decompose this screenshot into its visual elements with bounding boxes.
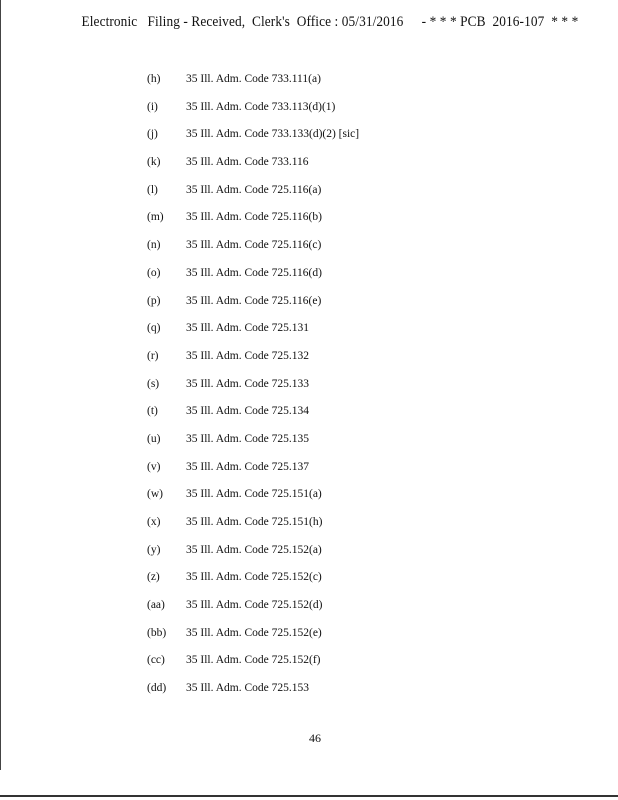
citation-text: 35 Ill. Adm. Code 725.153 [186, 682, 309, 695]
citation-letter: (v) [147, 460, 161, 473]
citation-text: 35 Ill. Adm. Code 725.152(f) [186, 654, 321, 667]
citation-letter: (m) [147, 211, 164, 224]
citation-letter: (n) [147, 239, 161, 252]
citation-letter: (t) [147, 405, 158, 418]
citation-letter: (bb) [147, 626, 167, 639]
citation-letter: (y) [147, 543, 161, 556]
citation-letter: (aa) [147, 599, 165, 612]
citation-text: 35 Ill. Adm. Code 725.134 [186, 405, 309, 418]
citation-letter: (k) [147, 156, 161, 169]
citation-text: 35 Ill. Adm. Code 725.152(c) [186, 571, 322, 584]
citation-letter: (cc) [147, 654, 165, 667]
citation-text: 35 Ill. Adm. Code 725.116(a) [186, 183, 322, 196]
citation-text: 35 Ill. Adm. Code 725.116(d) [186, 266, 322, 279]
citation-text: 35 Ill. Adm. Code 733.133(d)(2) [sic] [186, 128, 360, 141]
citation-letter: (w) [147, 488, 163, 501]
citation-text: 35 Ill. Adm. Code 725.116(c) [186, 239, 322, 252]
citation-letter: (p) [147, 294, 161, 307]
citation-letter: (h) [147, 73, 161, 85]
citation-letter: (i) [147, 100, 158, 113]
filing-header [76, 14, 578, 31]
citation-text: 35 Ill. Adm. Code 733.116 [186, 156, 309, 169]
case-number: - * * * PCB 2016-107 * * * [421, 14, 579, 30]
citation-text: 35 Ill. Adm. Code 725.137 [186, 460, 309, 473]
citation-text: 35 Ill. Adm. Code 725.131 [186, 322, 309, 335]
citation-text: 35 Ill. Adm. Code 725.151(h) [186, 516, 323, 528]
filing-stamp: Electronic Filing - Received, Clerk's Office : 05/31/2016 [81, 14, 404, 30]
citation-text: 35 Ill. Adm. Code 725.152(e) [186, 626, 322, 639]
citation-text: 35 Ill. Adm. Code 733.111(a) [186, 73, 321, 85]
bottom-border-line [0, 795, 618, 797]
citation-text: 35 Ill. Adm. Code 725.152(d) [186, 599, 323, 612]
citation-letter: (z) [147, 571, 160, 584]
citation-text: 35 Ill. Adm. Code 725.133 [186, 377, 309, 390]
citation-letter: (o) [147, 266, 161, 279]
left-border-line [0, 0, 1, 770]
citation-letter: (s) [147, 377, 160, 390]
citation-letter: (x) [147, 516, 161, 528]
citation-text: 35 Ill. Adm. Code 725.152(a) [186, 543, 322, 556]
citation-text: 35 Ill. Adm. Code 725.116(b) [186, 211, 322, 224]
page-number: 46 [309, 731, 321, 745]
citation-letter: (l) [147, 183, 158, 196]
citation-letter: (u) [147, 432, 161, 445]
citation-text: 35 Ill. Adm. Code 725.151(a) [186, 488, 322, 501]
citation-text: 35 Ill. Adm. Code 725.135 [186, 432, 309, 445]
citation-letter: (q) [147, 322, 161, 335]
citation-text: 35 Ill. Adm. Code 733.113(d)(1) [186, 100, 336, 113]
citation-letter: (j) [147, 128, 158, 141]
citation-text: 35 Ill. Adm. Code 725.116(e) [186, 294, 322, 307]
citation-text: 35 Ill. Adm. Code 725.132 [186, 349, 309, 362]
citation-letter: (dd) [147, 682, 167, 695]
citation-letter: (r) [147, 349, 159, 362]
